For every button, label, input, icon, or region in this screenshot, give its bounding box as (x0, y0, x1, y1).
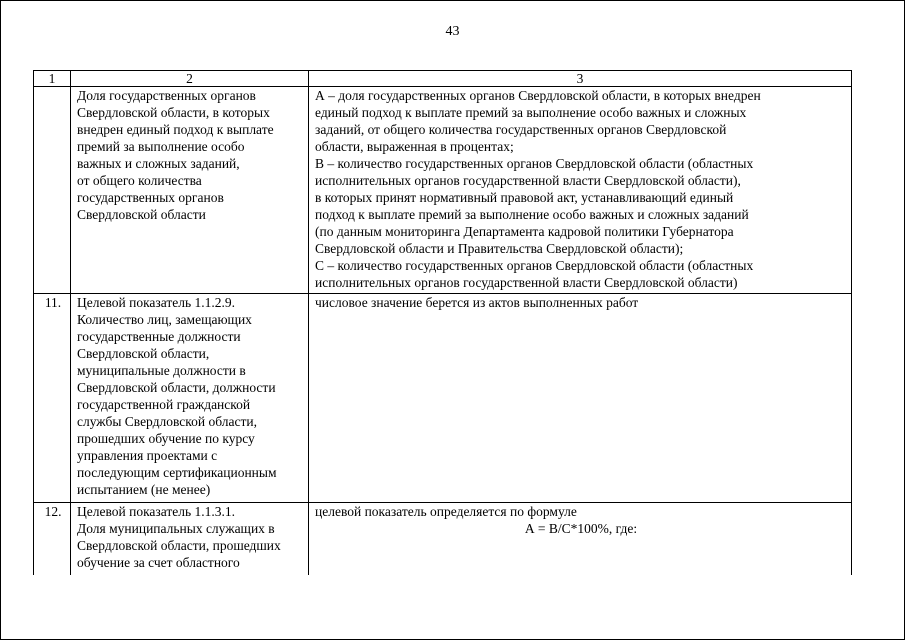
indicator-line: Свердловской области, должности (77, 380, 276, 395)
indicator-line: управления проектами с (77, 448, 218, 463)
indicator-line: премий за выполнение особо (77, 139, 245, 154)
row-number: 12. (34, 503, 71, 575)
method-line: целевой показатель определяется по формуле (315, 504, 577, 519)
method-cell (309, 294, 852, 503)
row-number: 11. (34, 294, 71, 503)
indicator-line: государственные должности (77, 329, 241, 344)
table-header-row (34, 71, 852, 87)
table-row (34, 503, 852, 575)
header-cell-3: 3 (309, 71, 852, 87)
indicator-line: испытанием (не менее) (77, 482, 211, 497)
indicator-line: Целевой показатель 1.1.2.9. (77, 295, 236, 310)
method-line: числовое значение берется из актов выполненных работ (315, 295, 639, 310)
indicator-line: государственных органов (77, 190, 224, 205)
indicator-cell (71, 294, 309, 503)
indicator-line: последующим сертификационным (77, 465, 277, 480)
method-line: Свердловской области и Правительства Свердловской области); (315, 241, 684, 256)
formula: А = В/С*100%, где: (524, 521, 638, 536)
indicator-line: Свердловской области, в которых (77, 105, 270, 120)
indicator-line: важных и сложных заданий, (77, 156, 240, 171)
indicator-cell (71, 503, 309, 575)
indicator-line: прошедших обучение по курсу (77, 431, 255, 446)
method-line: подход к выплате премий за выполнение особо важных и сложных заданий (315, 207, 749, 222)
indicator-line: государственной гражданской (77, 397, 251, 412)
indicator-line: Количество лиц, замещающих (77, 312, 252, 327)
indicator-line: обучение за счет областного (77, 555, 240, 570)
table-row (34, 294, 852, 503)
row-number (34, 87, 71, 294)
indicator-line: Целевой показатель 1.1.3.1. (77, 504, 236, 519)
indicator-table (33, 70, 852, 575)
method-line: исполнительных органов государственной власти Свердловской области), (315, 173, 741, 188)
method-line: (по данным мониторинга Департамента кадровой политики Губернатора (315, 224, 734, 239)
indicator-line: службы Свердловской области, (77, 414, 257, 429)
indicator-line: внедрен единый подход к выплате (77, 122, 274, 137)
indicator-line: Свердловской области, прошедших (77, 538, 281, 553)
method-cell (309, 87, 852, 294)
indicator-line: Свердловской области (77, 207, 206, 222)
indicator-cell (71, 87, 309, 294)
header-cell-1: 1 (34, 71, 71, 87)
method-line: единый подход к выплате премий за выполнение особо важных и сложных (315, 105, 747, 120)
header-cell-2: 2 (71, 71, 309, 87)
table-row (34, 87, 852, 294)
indicator-line: муниципальные должности в (77, 363, 246, 378)
method-line: области, выраженная в процентах; (315, 139, 514, 154)
method-line: С – количество государственных органов Свердловской области (областных (315, 258, 754, 273)
indicator-line: от общего количества (77, 173, 202, 188)
indicator-line: Доля муниципальных служащих в (77, 521, 275, 536)
indicator-line: Доля государственных органов (77, 88, 256, 103)
method-cell (309, 503, 852, 575)
method-line: заданий, от общего количества государственных органов Свердловской (315, 122, 727, 137)
method-line: В – количество государственных органов Свердловской области (областных (315, 156, 754, 171)
indicator-line: Свердловской области, (77, 346, 210, 361)
method-line: А – доля государственных органов Свердловской области, в которых внедрен (315, 88, 761, 103)
method-line: исполнительных органов государственной власти Свердловской области) (315, 275, 738, 290)
page-number: 43 (445, 24, 460, 39)
method-line: в которых принят нормативный правовой акт, устанавливающий единый (315, 190, 734, 205)
